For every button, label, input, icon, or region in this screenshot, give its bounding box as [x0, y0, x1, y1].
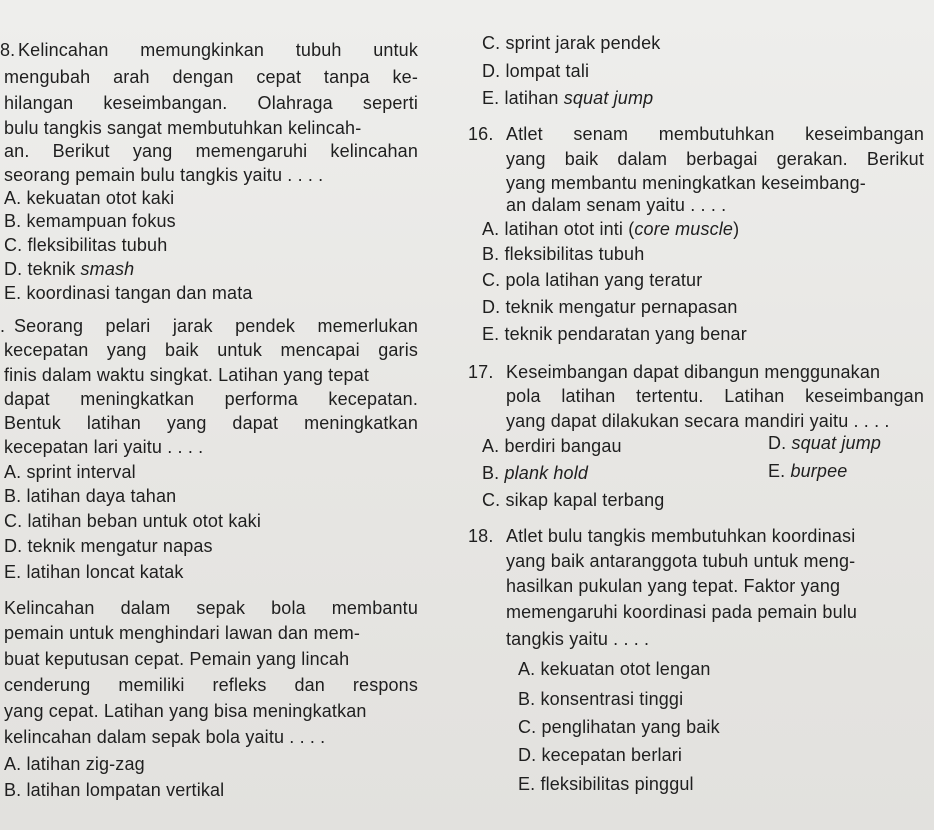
q9-line-6: kecepatan lari yaitu . . . . [4, 437, 204, 457]
q9-option-a: A. sprint interval [4, 462, 136, 482]
q9-option-e: E. latihan loncat katak [4, 562, 184, 582]
q8-line-4: bulu tangkis sangat membutuhkan kelincah- [4, 118, 362, 138]
prev-option-e: E. latihan squat jump [482, 88, 654, 108]
q16-option-b: B. fleksibilitas tubuh [482, 244, 645, 264]
q9-number: . [0, 316, 6, 336]
q9-option-d: D. teknik mengatur napas [4, 536, 213, 556]
q18-option-d: D. kecepatan berlari [518, 745, 683, 765]
q8-option-b: B. kemampuan fokus [4, 211, 176, 231]
q18-line-2: yang baik antaranggota tubuh untuk meng- [506, 551, 856, 571]
q10-line-4: cenderung memiliki refleks dan respons [4, 675, 418, 695]
q16-line-4: an dalam senam yaitu . . . . [506, 195, 727, 215]
q17-option-c: C. sikap kapal terbang [482, 490, 665, 510]
q17-option-b: B. plank hold [482, 463, 589, 483]
q16-option-e: E. teknik pendaratan yang benar [482, 324, 747, 344]
q9-line-4: dapat meningkatkan performa kecepatan. [4, 389, 418, 409]
q18-line-3: hasilkan pukulan yang tepat. Faktor yang [506, 576, 841, 596]
q10-line-6: kelincahan dalam sepak bola yaitu . . . . [4, 727, 326, 747]
q17-number: 17. [468, 362, 494, 382]
q9-line-2: kecepatan yang baik untuk mencapai garis [4, 340, 418, 360]
q18-option-b: B. konsentrasi tinggi [518, 689, 684, 709]
q9-option-c: C. latihan beban untuk otot kaki [4, 511, 261, 531]
q16-number: 16. [468, 124, 494, 144]
q18-option-c: C. penglihatan yang baik [518, 717, 720, 737]
q10-line-3: buat keputusan cepat. Pemain yang lincah [4, 649, 350, 669]
q17-option-a: A. berdiri bangau [482, 436, 622, 456]
q18-line-1: Atlet bulu tangkis membutuhkan koordinasi [506, 526, 856, 546]
q8-line-6: seorang pemain bulu tangkis yaitu . . . . [4, 165, 324, 185]
q8-number: 8. [0, 40, 16, 60]
q9-line-5: Bentuk latihan yang dapat meningkatkan [4, 413, 418, 433]
q18-option-e: E. fleksibilitas pinggul [518, 774, 694, 794]
q10-option-a: A. latihan zig-zag [4, 754, 145, 774]
prev-option-d: D. lompat tali [482, 61, 590, 81]
q17-option-e: E. burpee [768, 461, 848, 481]
q10-option-b: B. latihan lompatan vertikal [4, 780, 225, 800]
q18-option-a: A. kekuatan otot lengan [518, 659, 711, 679]
q8-option-d: D. teknik smash [4, 259, 135, 279]
q18-line-4: memengaruhi koordinasi pada pemain bulu [506, 602, 858, 622]
q10-line-5: yang cepat. Latihan yang bisa meningkatkan [4, 701, 367, 721]
q10-line-1: Kelincahan dalam sepak bola membantu [4, 598, 418, 618]
q8-line-3: hilangan keseimbangan. Olahraga seperti [4, 93, 418, 113]
q16-option-d: D. teknik mengatur pernapasan [482, 297, 738, 317]
q16-line-2: yang baik dalam berbagai gerakan. Berikut [506, 149, 924, 169]
q17-line-2: pola latihan tertentu. Latihan keseimbangan [506, 386, 924, 406]
q10-line-2: pemain untuk menghindari lawan dan mem- [4, 623, 361, 643]
q8-line-5: an. Berikut yang memengaruhi kelincahan [4, 141, 418, 161]
q8-option-c: C. fleksibilitas tubuh [4, 235, 168, 255]
q16-line-1: Atlet senam membutuhkan keseimbangan [506, 124, 924, 144]
q8-option-e: E. koordinasi tangan dan mata [4, 283, 253, 303]
q16-option-c: C. pola latihan yang teratur [482, 270, 703, 290]
q8-line-1: Kelincahan memungkinkan tubuh untuk [18, 40, 418, 60]
q18-line-5: tangkis yaitu . . . . [506, 629, 650, 649]
q16-option-a: A. latihan otot inti (core muscle) [482, 219, 740, 239]
q9-line-3: finis dalam waktu singkat. Latihan yang tepat [4, 365, 369, 385]
q9-option-b: B. latihan daya tahan [4, 486, 177, 506]
prev-option-c: C. sprint jarak pendek [482, 33, 661, 53]
q16-line-3: yang membantu meningkatkan keseimbang- [506, 173, 866, 193]
q17-option-d: D. squat jump [768, 433, 882, 453]
q17-line-1: Keseimbangan dapat dibangun menggunakan [506, 362, 881, 382]
q17-line-3: yang dapat dilakukan secara mandiri yaitu . . . . [506, 411, 890, 431]
q8-line-2: mengubah arah dengan cepat tanpa ke- [4, 67, 418, 87]
q9-line-1: Seorang pelari jarak pendek memerlukan [14, 316, 418, 336]
q8-option-a: A. kekuatan otot kaki [4, 188, 175, 208]
q18-number: 18. [468, 526, 494, 546]
